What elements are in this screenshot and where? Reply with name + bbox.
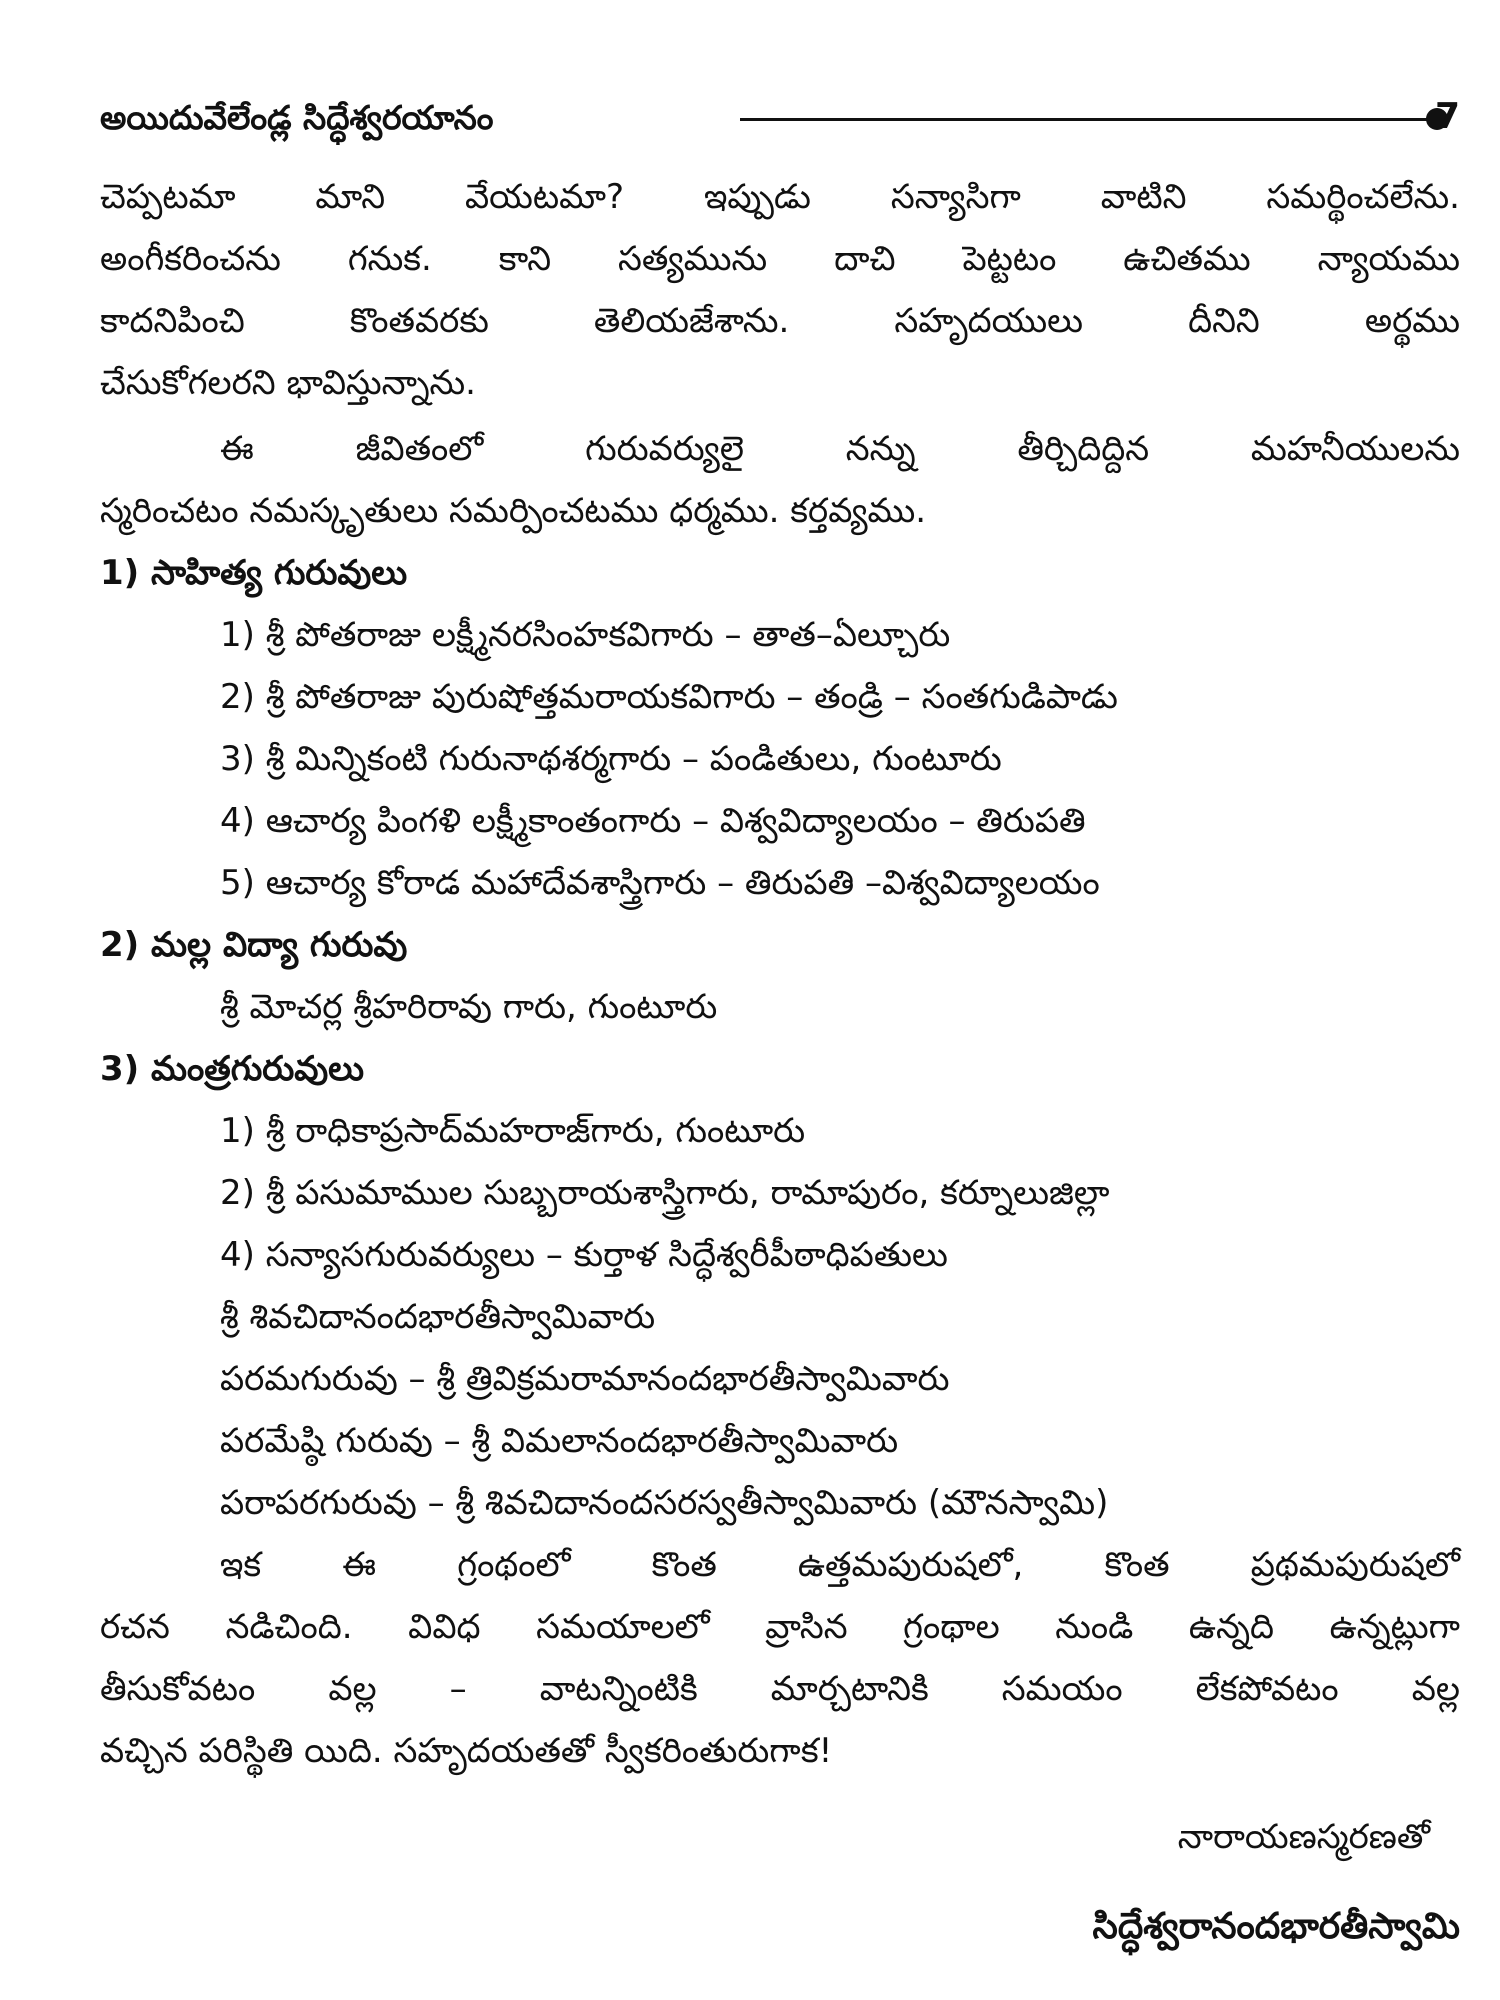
- para3-line-3: తీసుకోవటం వల్ల – వాటన్నింటికి మార్చటానికి సమయం లేకపోవటం వల్ల: [100, 1669, 1460, 1709]
- section3-item-2: 2) శ్రీ పసుమాముల సుబ్బరాయశాస్త్రిగారు, రామాపురం, కర్నూలుజిల్లా: [220, 1173, 1110, 1213]
- section3-item-6: పరమేష్ఠి గురువు – శ్రీ విమలానందభారతీస్వామివారు: [220, 1421, 899, 1461]
- section2-heading: 2) మల్ల విద్యా గురువు: [100, 925, 408, 965]
- para3-line-4: వచ్చిన పరిస్థితి యిది. సహృదయతతో స్వీకరింతురుగాక!: [100, 1731, 833, 1771]
- section3-item-7: పరాపరగురువు – శ్రీ శివచిదానందసరస్వతీస్వామివారు (మౌనస్వామి): [220, 1483, 1109, 1523]
- section3-item-4: శ్రీ శివచిదానందభారతీస్వామివారు: [220, 1297, 656, 1337]
- section1-heading: 1) సాహిత్య గురువులు: [100, 553, 408, 593]
- section3-item-5: పరమగురువు – శ్రీ త్రివిక్రమరామానందభారతీస్వామివారు: [220, 1359, 950, 1399]
- para1-line-1: చెప్పటమా మాని వేయటమా? ఇప్పుడు సన్యాసిగా వాటిని సమర్థించలేను.: [100, 177, 1460, 217]
- para3-line-2: రచన నడిచింది. వివిధ సమయాలలో వ్రాసిన గ్రంథాల నుండి ఉన్నది ఉన్నట్లుగా: [100, 1607, 1460, 1647]
- section2-item-1: శ్రీ మోచర్ల శ్రీహరిరావు గారు, గుంటూరు: [220, 987, 718, 1027]
- section1-item-1: 1) శ్రీ పోతరాజు లక్ష్మీనరసింహకవిగారు – తాత–ఏల్చూరు: [220, 615, 951, 655]
- page-header: [100, 96, 1460, 146]
- page-number: 7: [1434, 96, 1460, 137]
- running-title: అయిదువేలేండ్ల సిద్ధేశ్వరయానం: [100, 98, 494, 137]
- header-rule: [740, 118, 1440, 121]
- section3-item-1: 1) శ్రీ రాధికాప్రసాద్‌మహరాజ్‌గారు, గుంటూరు: [220, 1111, 806, 1151]
- signature: సిద్ధేశ్వరానందభారతీస్వామి: [1092, 1906, 1460, 1947]
- para1-line-4: చేసుకోగలరని భావిస్తున్నాను.: [100, 363, 476, 403]
- page-body: [100, 170, 1460, 2000]
- section3-item-3: 4) సన్యాసగురువర్యులు – కుర్తాళ సిద్ధేశ్వరీపీఠాధిపతులు: [220, 1235, 948, 1275]
- para3-line-1: ఇక ఈ గ్రంథంలో కొంత ఉత్తమపురుషలో, కొంత ప్రథమపురుషలో: [220, 1545, 1460, 1585]
- para1-line-2: అంగీకరించను గనుక. కాని సత్యమును దాచి పెట్టటం ఉచితము న్యాయము: [100, 239, 1460, 279]
- section1-item-3: 3) శ్రీ మిన్నికంటి గురునాథశర్మగారు – పండితులు, గుంటూరు: [220, 739, 1002, 779]
- section1-item-4: 4) ఆచార్య పింగళి లక్ష్మీకాంతంగారు – విశ్వవిద్యాలయం – తిరుపతి: [220, 801, 1086, 841]
- section1-item-2: 2) శ్రీ పోతరాజు పురుషోత్తమరాయకవిగారు – తండ్రి – సంతగుడిపాడు: [220, 677, 1118, 717]
- closing-line: నారాయణస్మరణతో: [1177, 1817, 1430, 1857]
- para2-line-1: ఈ జీవితంలో గురువర్యులై నన్ను తీర్చిదిద్దిన మహనీయులను: [220, 429, 1460, 469]
- section3-heading: 3) మంత్రగురువులు: [100, 1049, 365, 1089]
- para1-line-3: కాదనిపించి కొంతవరకు తెలియజేశాను. సహృదయులు దీనిని అర్థము: [100, 301, 1460, 341]
- section1-item-5: 5) ఆచార్య కోరాడ మహాదేవశాస్త్రిగారు – తిరుపతి –విశ్వవిద్యాలయం: [220, 863, 1100, 903]
- para2-line-2: స్మరించటం నమస్కృతులు సమర్పించటము ధర్మము. కర్తవ్యము.: [100, 491, 927, 531]
